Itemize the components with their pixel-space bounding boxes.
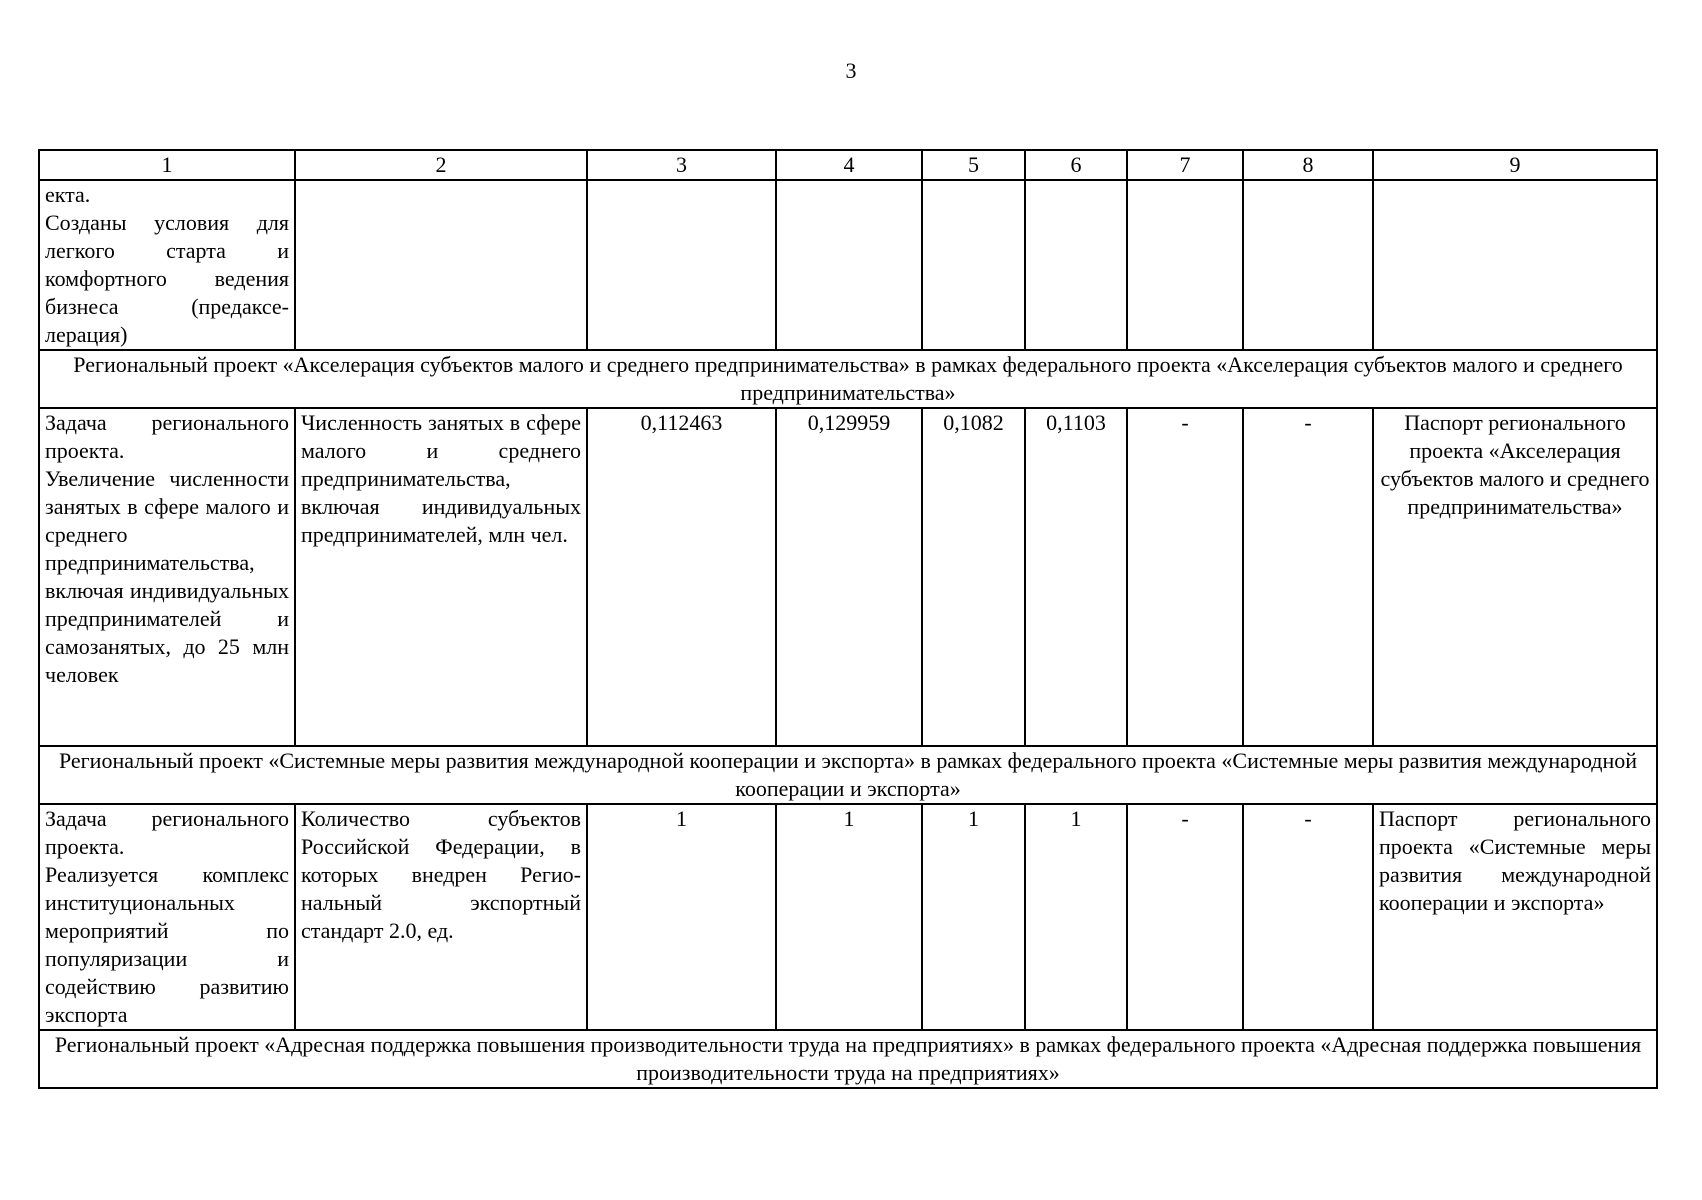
value-cell: 1 xyxy=(776,804,922,1030)
value-cell: - xyxy=(1127,804,1243,1030)
column-number-cell: 6 xyxy=(1025,150,1127,180)
table-row xyxy=(39,804,1657,1030)
column-number-cell: 3 xyxy=(587,150,776,180)
empty-cell xyxy=(1243,180,1373,350)
column-number-row xyxy=(39,150,1657,180)
continuation-row xyxy=(39,180,1657,350)
task-cell: Задача регионального проекта. Увеличение численности занятых в сфере малого и среднего предпринимательства, включая индивидуальных предпринимателей и самозанятых, до 25 млн человек xyxy=(39,408,295,746)
section-title: Региональный проект «Акселерация субъектов малого и среднего предпринимательства» в рамках федерального проекта «Акселерация субъектов малого и среднего предпринимательства» xyxy=(39,350,1657,408)
task-cell: Задача регионального проекта. Реализуется комплекс институциональных мероприятий по популяризации и содействию развитию экспорта xyxy=(39,804,295,1030)
empty-cell xyxy=(587,180,776,350)
value-cell: 1 xyxy=(587,804,776,1030)
value-cell: 0,112463 xyxy=(587,408,776,746)
section-header-row xyxy=(39,1030,1657,1088)
indicator-cell: Численность занятых в сфере малого и среднего предпринимательства, включая индивидуальных предпринимателей, млн чел. xyxy=(295,408,587,746)
empty-cell xyxy=(295,180,587,350)
task-cell: екта. Созданы условия для легкого старта и комфортного ведения бизнеса (предаксе-лерация) xyxy=(39,180,295,350)
indicator-cell: Количество субъектов Российской Федерации, в которых внедрен Регио-нальный экспортный стандарт 2.0, ед. xyxy=(295,804,587,1030)
column-number-cell: 8 xyxy=(1243,150,1373,180)
value-cell: 0,1082 xyxy=(922,408,1025,746)
value-cell: 1 xyxy=(922,804,1025,1030)
value-cell: 0,129959 xyxy=(776,408,922,746)
empty-cell xyxy=(776,180,922,350)
section-header-row xyxy=(39,350,1657,408)
indicators-table xyxy=(38,149,1658,1089)
empty-cell xyxy=(922,180,1025,350)
column-number-cell: 9 xyxy=(1373,150,1657,180)
column-number-cell: 1 xyxy=(39,150,295,180)
value-cell: - xyxy=(1243,408,1373,746)
table-row xyxy=(39,408,1657,746)
value-cell: 1 xyxy=(1025,804,1127,1030)
column-number-cell: 4 xyxy=(776,150,922,180)
section-title: Региональный проект «Системные меры развития международной кооперации и экспорта» в рамках федерального проекта «Системные меры развития международной кооперации и экспорта» xyxy=(39,746,1657,804)
column-number-cell: 7 xyxy=(1127,150,1243,180)
page-number: 3 xyxy=(845,58,857,83)
value-cell: - xyxy=(1243,804,1373,1030)
source-cell: Паспорт регионального проекта «Акселерация субъектов малого и среднего предпринимательства» xyxy=(1373,408,1657,746)
column-number-cell: 2 xyxy=(295,150,587,180)
source-cell: Паспорт регионального проекта «Системные меры развития международной кооперации и экспорта» xyxy=(1373,804,1657,1030)
column-number-cell: 5 xyxy=(922,150,1025,180)
value-cell: 0,1103 xyxy=(1025,408,1127,746)
empty-cell xyxy=(1373,180,1657,350)
empty-cell xyxy=(1025,180,1127,350)
section-header-row xyxy=(39,746,1657,804)
empty-cell xyxy=(1127,180,1243,350)
section-title: Региональный проект «Адресная поддержка повышения производительности труда на предприятиях» в рамках федерального проекта «Адресная поддержка повышения производительности труда на предприятиях» xyxy=(39,1030,1657,1088)
value-cell: - xyxy=(1127,408,1243,746)
